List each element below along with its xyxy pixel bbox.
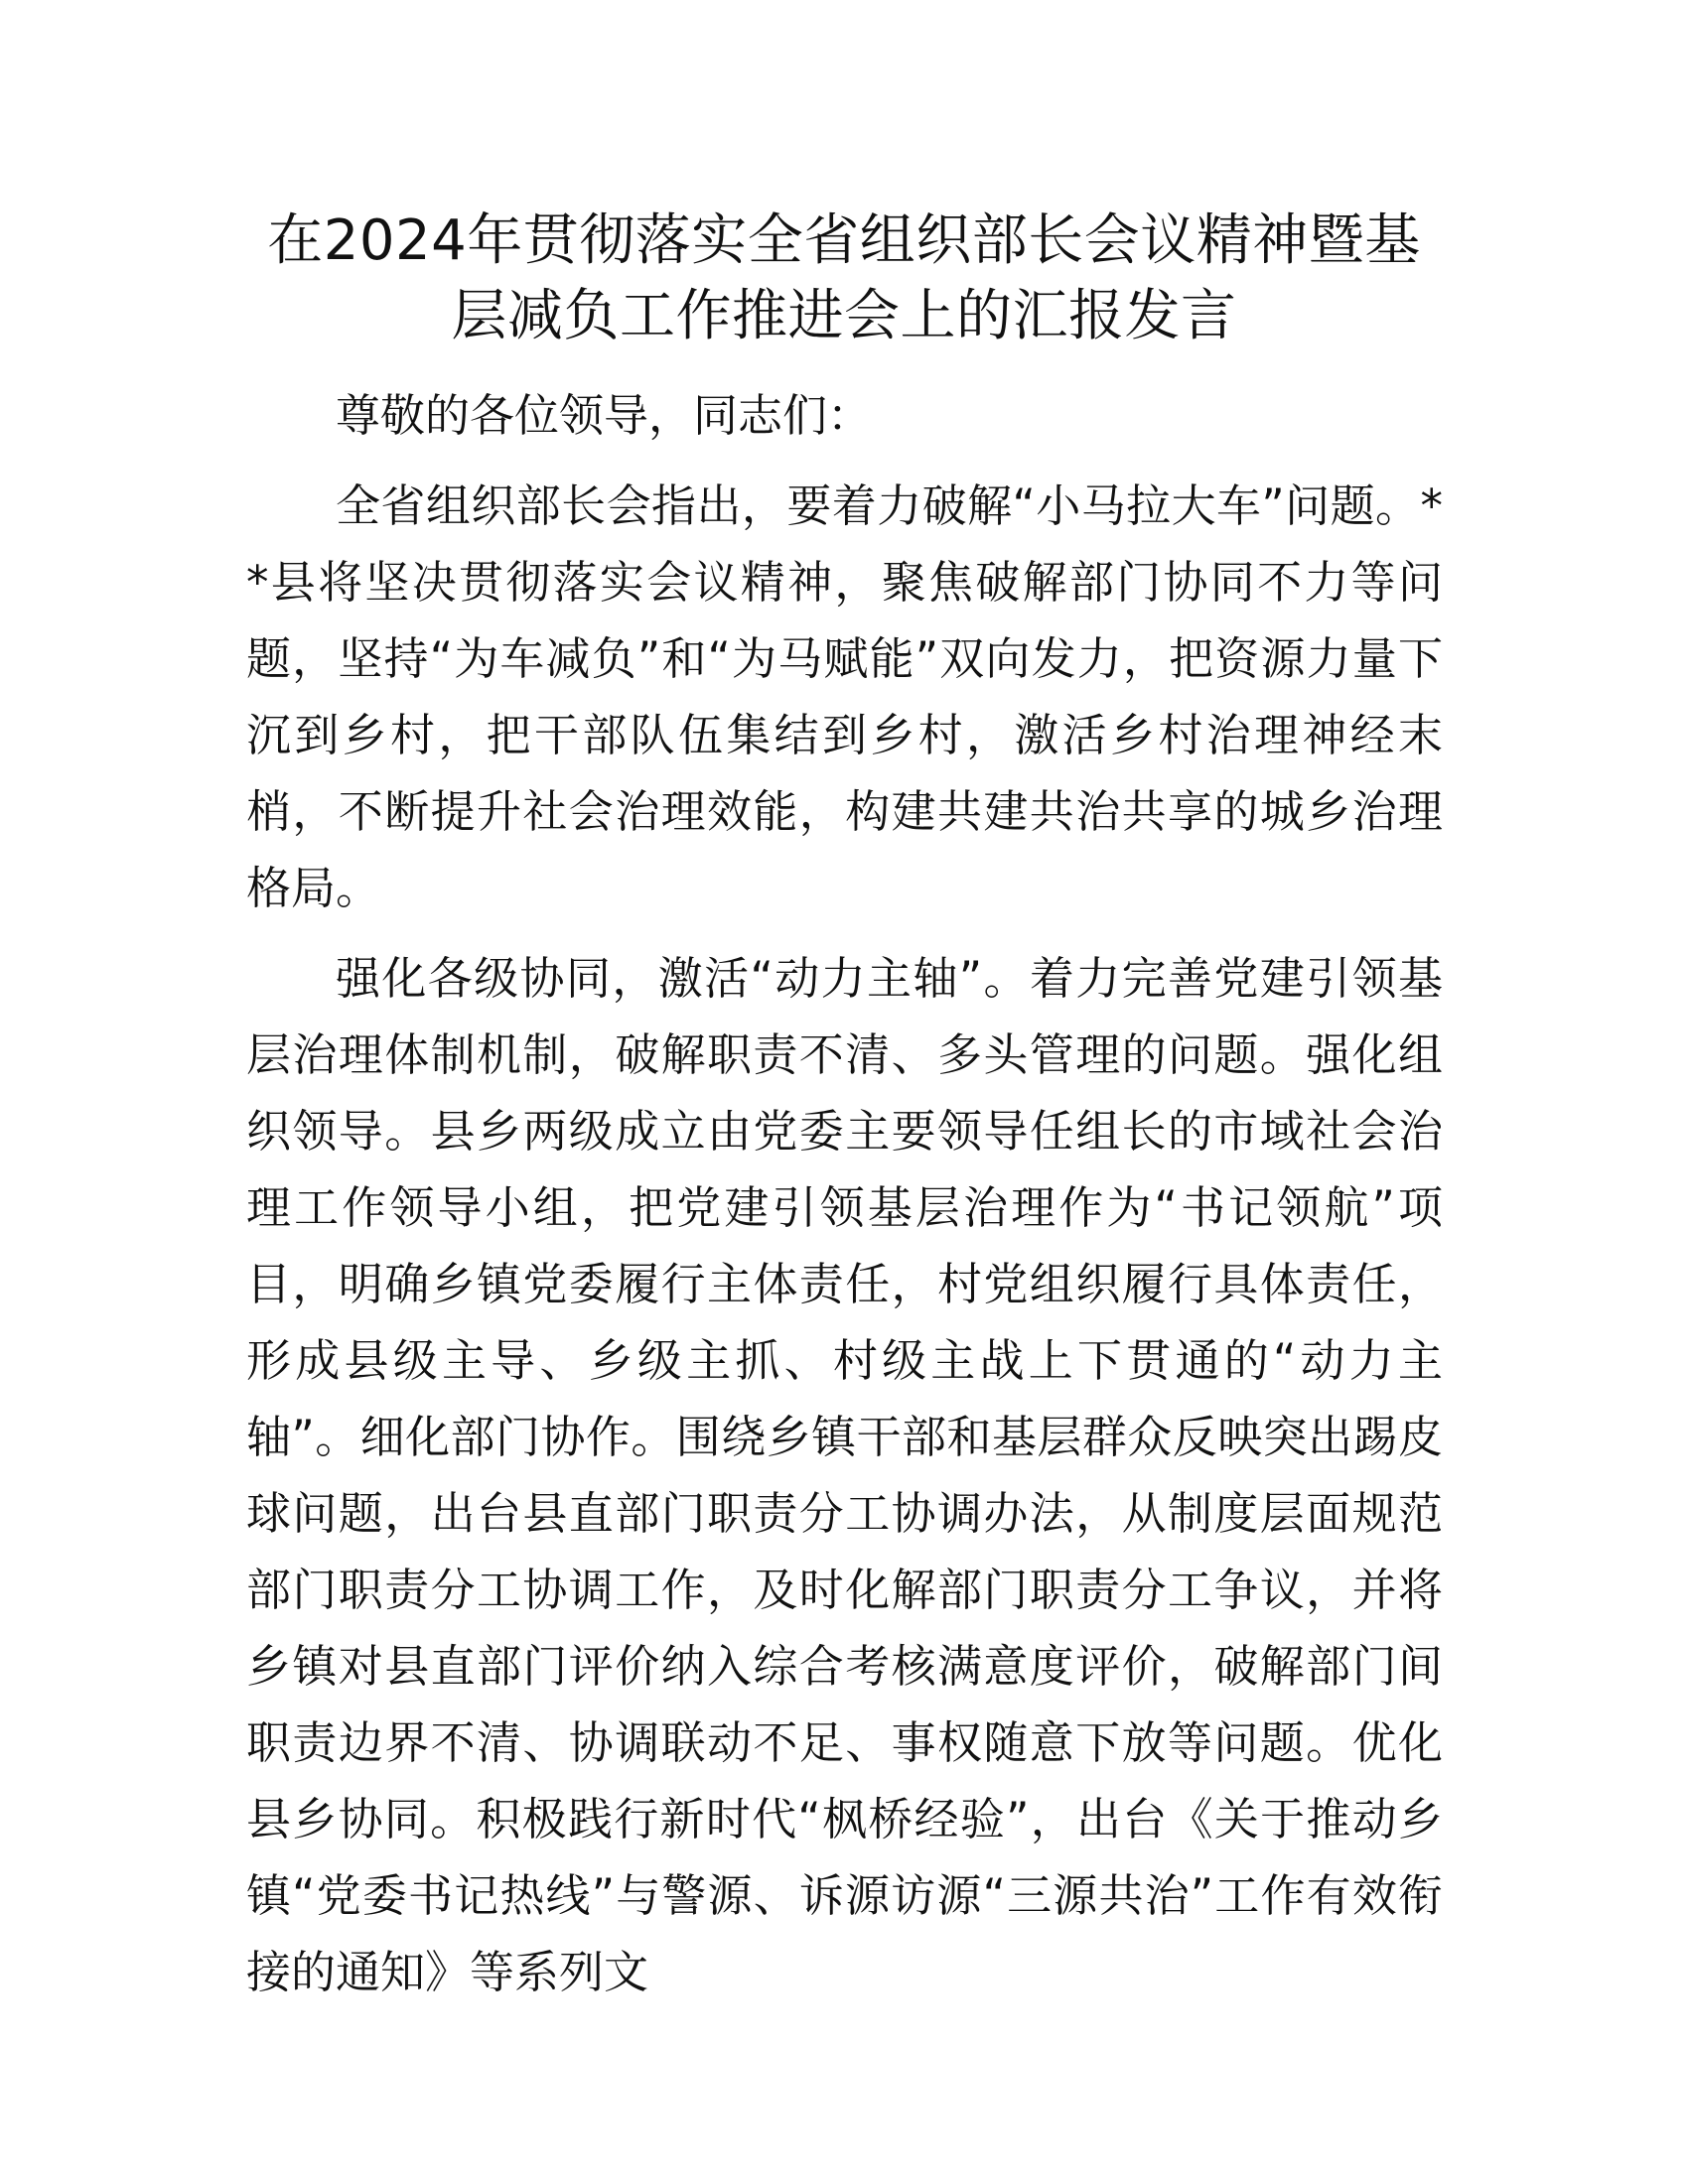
title-line-1: 在2024年贯彻落实全省组织部长会议精神暨基 — [267, 208, 1421, 273]
paragraph-1: 全省组织部长会指出，要着力破解“小马拉大车”问题。**县将坚决贯彻落实会议精神，聚焦破解部门协同不力等问题，坚持“为车减负”和“为马赋能”双向发力，把资源力量下沉到乡村，把干部队伍集结到乡村，激活乡村治理神经末梢，不断提升社会治理效能，构建共建共治共享的城乡治理格局。 — [246, 479, 1443, 914]
title-line-2: 层减负工作推进会上的汇报发言 — [451, 284, 1237, 348]
document-title — [243, 204, 1445, 354]
paragraph-2: 强化各级协同，激活“动力主轴”。着力完善党建引领基层治理体制机制，破解职责不清、多头管理的问题。强化组织领导。县乡两级成立由党委主要领导任组长的市域社会治理工作领导小组，把党建引领基层治理作为“书记领航”项目，明确乡镇党委履行主体责任，村党组织履行具体责任，形成县级主导、乡级主抓、村级主战上下贯通的“动力主轴”。细化部门协作。围绕乡镇干部和基层群众反映突出踢皮球问题，出台县直部门职责分工协调办法，从制度层面规范部门职责分工协调工作，及时化解部门职责分工争议，并将乡镇对县直部门评价纳入综合考核满意度评价，破解部门间职责边界不清、协调联动不足、事权随意下放等问题。优化县乡协同。积极践行新时代“枫桥经验”，出台《关于推动乡镇“党委书记热线”与警源、诉源访源“三源共治”工作有效衔接的通知》等系列文 — [246, 952, 1443, 1998]
document-body — [246, 377, 1443, 2024]
salutation: 尊敬的各位领导，同志们： — [336, 389, 873, 442]
